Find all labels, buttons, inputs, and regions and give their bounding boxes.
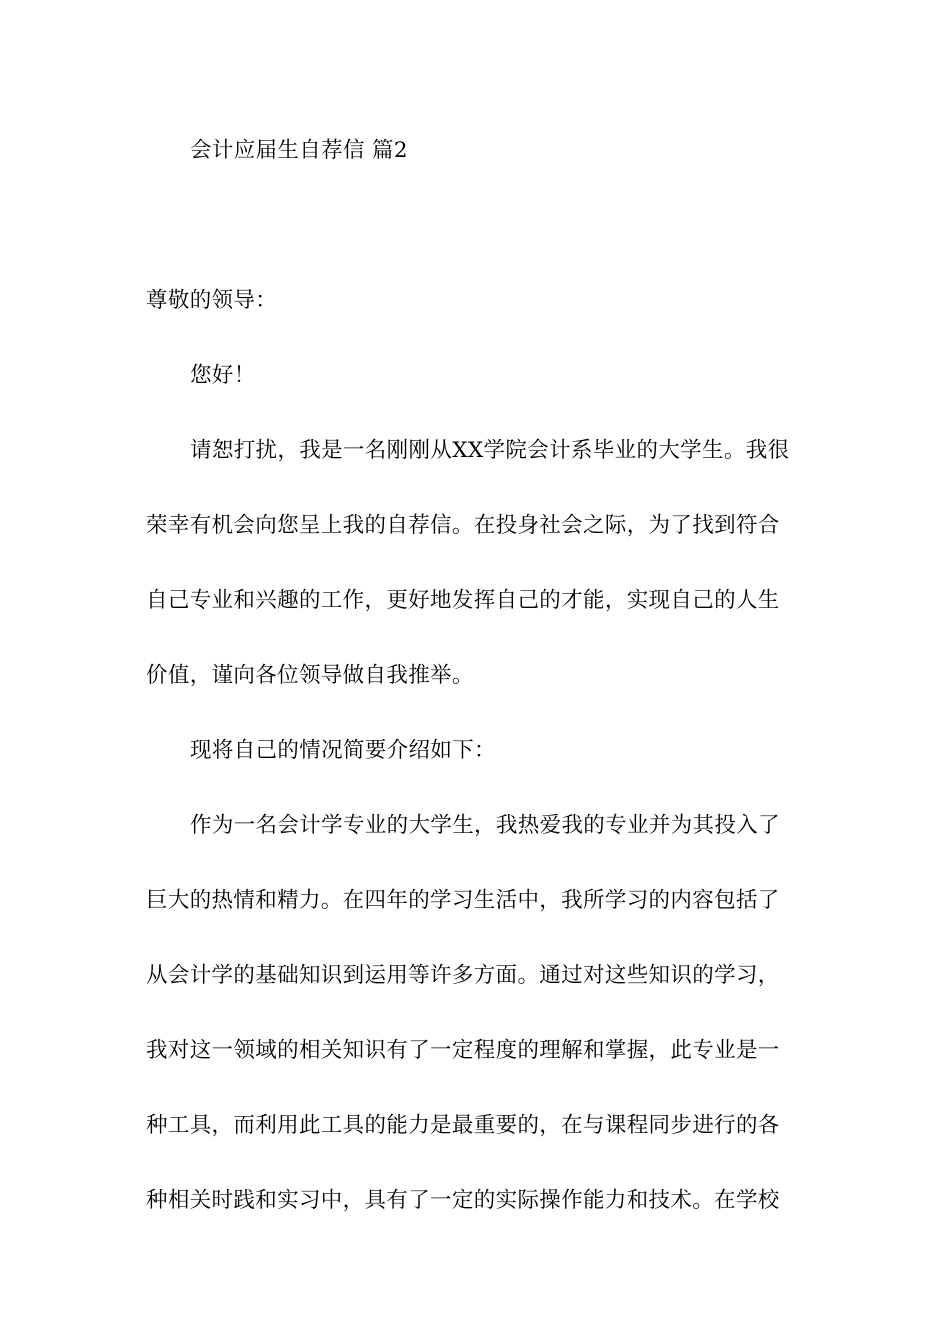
paragraph-line: 我对这一领域的相关知识有了一定程度的理解和掌握，此专业是一	[146, 1038, 780, 1063]
paragraph-line: 从会计学的基础知识到运用等许多方面。通过对这些知识的学习，	[146, 963, 780, 988]
salutation: 尊敬的领导：	[146, 288, 278, 313]
paragraph-line: 请恕打扰，我是一名刚刚从XX学院会计系毕业的大学生。我很	[190, 438, 790, 463]
greeting: 您好！	[190, 363, 256, 388]
paragraph-line: 自己专业和兴趣的工作，更好地发挥自己的才能，实现自己的人生	[146, 588, 780, 613]
paragraph-line: 价值，谨向各位领导做自我推举。	[146, 663, 474, 688]
paragraph-line: 种相关时践和实习中，具有了一定的实际操作能力和技术。在学校	[146, 1188, 780, 1213]
paragraph-line: 作为一名会计学专业的大学生，我热爱我的专业并为其投入了	[190, 813, 780, 838]
paragraph-line: 现将自己的情况简要介绍如下：	[190, 738, 496, 763]
paragraph-line: 种工具，而利用此工具的能力是最重要的，在与课程同步进行的各	[146, 1113, 780, 1138]
paragraph-line: 巨大的热情和精力。在四年的学习生活中，我所学习的内容包括了	[146, 888, 780, 913]
paragraph-line: 荣幸有机会向您呈上我的自荐信。在投身社会之际，为了找到符合	[146, 513, 780, 538]
document-title: 会计应届生自荐信 篇2	[190, 138, 408, 163]
